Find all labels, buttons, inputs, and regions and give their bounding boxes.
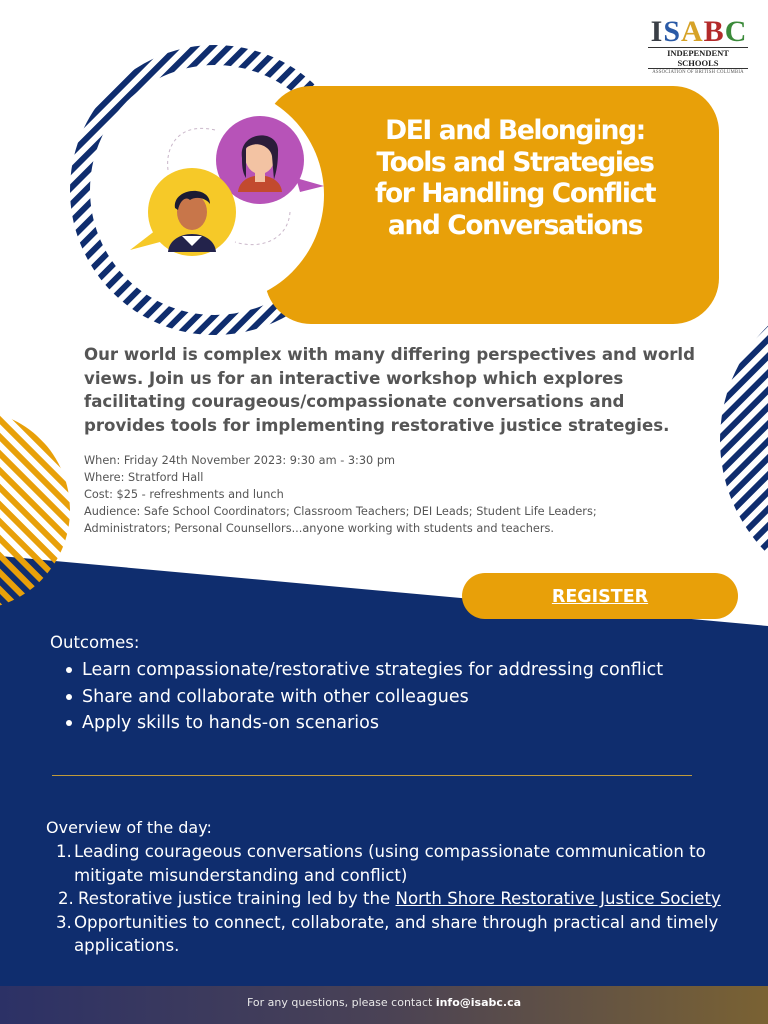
logo-letter: I [650,15,662,48]
logo-subtitle-small: ASSOCIATION OF BRITISH COLUMBIA [652,70,744,75]
logo-letter: C [724,15,746,48]
list-number: 3. [56,912,72,932]
outcomes-list [62,657,663,737]
list-item [56,887,746,911]
outcomes-heading: Outcomes: [50,633,140,652]
hero-title-line: DEI and Belonging: [385,115,645,146]
event-audience: Audience: Safe School Coordinators; Classroom Teachers; DEI Leads; Student Life Leaders; [84,505,597,518]
list-item: Share and collaborate with other colleagues [62,684,663,711]
event-audience-cont: Administrators; Personal Counsellors...anyone working with students and teachers. [84,522,554,535]
overview-list [56,840,746,958]
list-item [56,840,746,887]
hero-title [340,115,690,241]
logo-letter: A [681,15,702,48]
contact-email-link[interactable]: info@isabc.ca [435,996,522,1009]
logo-letter: S [663,15,679,48]
people-chat-illustration [120,100,330,280]
intro-paragraph: Our world is complex with many differing perspectives and world views. Join us for an interactive workshop which explores facilitating courageous/compassionate conversations and provides tools for implementing restorative justice strategies. [84,345,695,435]
list-number: 1. [56,842,72,861]
logo-letter: B [703,15,723,48]
footer-contact [0,996,768,1009]
logo-wordmark [648,15,748,48]
register-button[interactable]: REGISTER [462,573,738,619]
list-item: Apply skills to hands-on scenarios [62,710,663,737]
event-cost: Cost: $25 - refreshments and lunch [84,488,284,501]
list-text: Leading courageous conversations (using compassionate communication to mitigate misunderstanding and conflict) [74,842,706,885]
event-when: When: Friday 24th November 2023: 9:30 am - 3:30 pm [84,454,396,467]
list-number: 2. [58,889,74,908]
isabc-logo[interactable] [648,15,748,75]
list-item [56,911,746,958]
event-where: Where: Stratford Hall [84,471,204,484]
section-divider [52,775,692,776]
hero-title-line: for Handling Conflict [374,178,656,209]
footer-contact-text: For any questions, please contact [246,996,436,1009]
list-item: Learn compassionate/restorative strategies for addressing conflict [62,657,663,684]
overview-heading: Overview of the day: [46,818,212,837]
event-details [84,452,684,537]
restorative-justice-society-link[interactable]: North Shore Restorative Justice Society [395,889,721,908]
hero-title-line: and Conversations [387,209,643,241]
logo-subtitle: INDEPENDENT SCHOOLS [648,47,748,69]
hero-title-line: Tools and Strategies [376,146,654,178]
list-text: Restorative justice training led by the [78,889,396,908]
list-text: Opportunities to connect, collaborate, and share through practical and timely applications. [74,912,719,955]
